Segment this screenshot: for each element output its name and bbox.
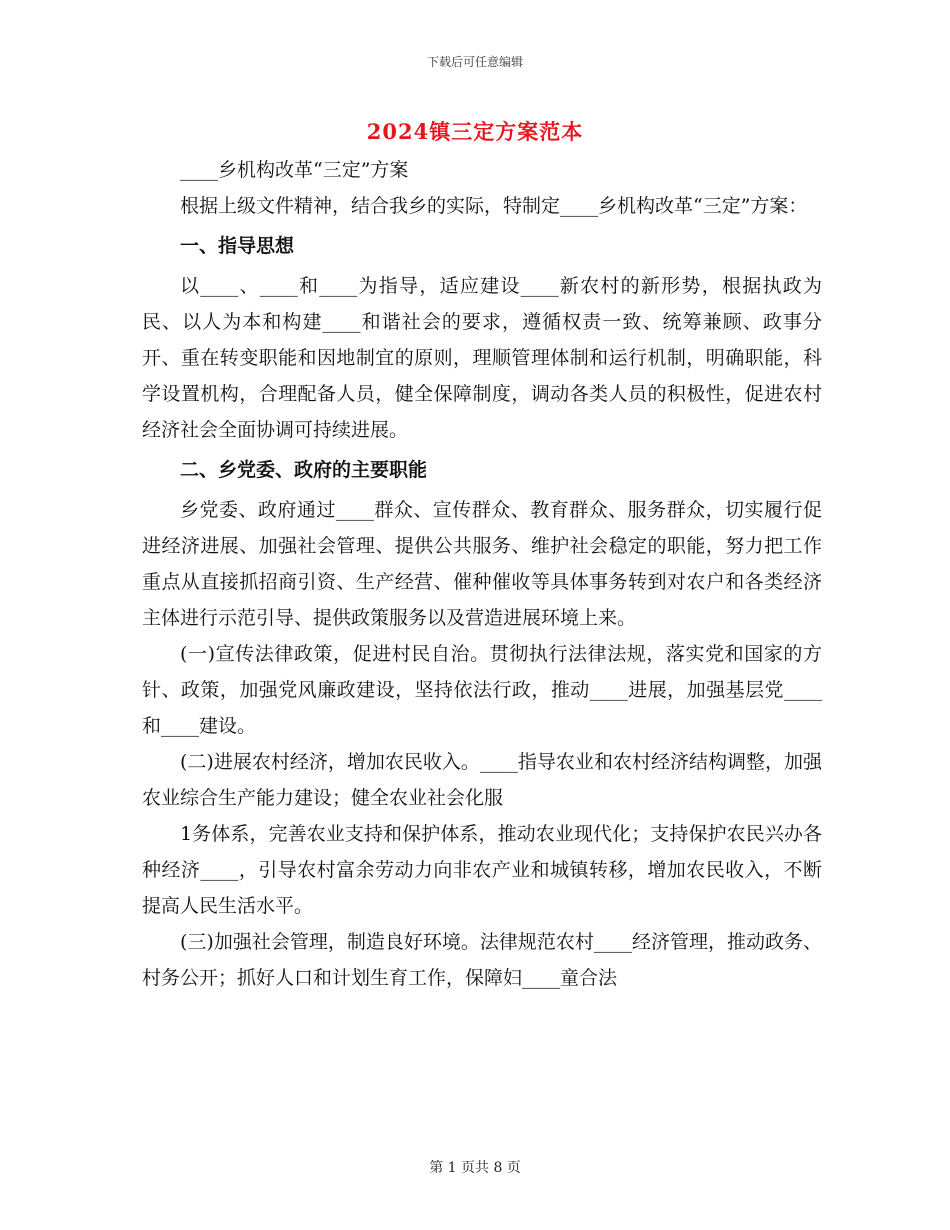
paragraph: (二)进展农村经济，增加农民收入。____指导农业和农村经济结构调整，加强农业综合生产能力建设；健全农业社会化服 xyxy=(142,751,822,809)
paragraph: ____乡机构改革“三定”方案 xyxy=(180,159,409,181)
paragraph: 乡党委、政府通过____群众、宣传群众、教育群众、服务群众，切实履行促进经济进展、加强社会管理、提供公共服务、维护社会稳定的职能，努力把工作重点从直接抓招商引资、生产经营、催种催收等具体事务转到对农户和各类经济主体进行示范引导、提供政策服务以及营造进展环境上来。 xyxy=(142,499,822,629)
header-note: 下载后可任意编辑 xyxy=(426,55,523,69)
paragraph: 1务体系，完善农业支持和保护体系，推动农业现代化；支持保护农民兴办各种经济____，引导农村富余劳动力向非农产业和城镇转移，增加农民收入，不断提高人民生活水平。 xyxy=(142,823,822,917)
document-title: 2024镇三定方案范本 xyxy=(366,119,584,144)
paragraph: 以____、____和____为指导，适应建设____新农村的新形势，根据执政为民、以人为本和构建____和谐社会的要求，遵循权责一致、统筹兼顾、政事分开、重在转变职能和因地制宜的原则，理顺管理体制和运行机制，明确职能，科学设置机构，合理配备人员，健全保障制度，调动各类人员的积极性，促进农村经济社会全面协调可持续进展。 xyxy=(142,275,822,441)
paragraph: (一)宣传法律政策，促进村民自治。贯彻执行法律法规，落实党和国家的方针、政策，加强党风廉政建设，坚持依法行政，推动____进展，加强基层党____和____建设。 xyxy=(142,643,822,737)
paragraph: 根据上级文件精神，结合我乡的实际，特制定____乡机构改革“三定”方案： xyxy=(180,195,808,217)
document-body xyxy=(142,152,822,996)
section-heading: 一、指导思想 xyxy=(180,235,295,257)
page-number: 第 1 页共 8 页 xyxy=(429,1160,521,1176)
paragraph: (三)加强社会管理，制造良好环境。法律规范农村____经济管理，推动政务、村务公开；抓好人口和计划生育工作，保障妇____童合法 xyxy=(142,931,822,989)
section-heading: 二、乡党委、政府的主要职能 xyxy=(180,459,428,481)
